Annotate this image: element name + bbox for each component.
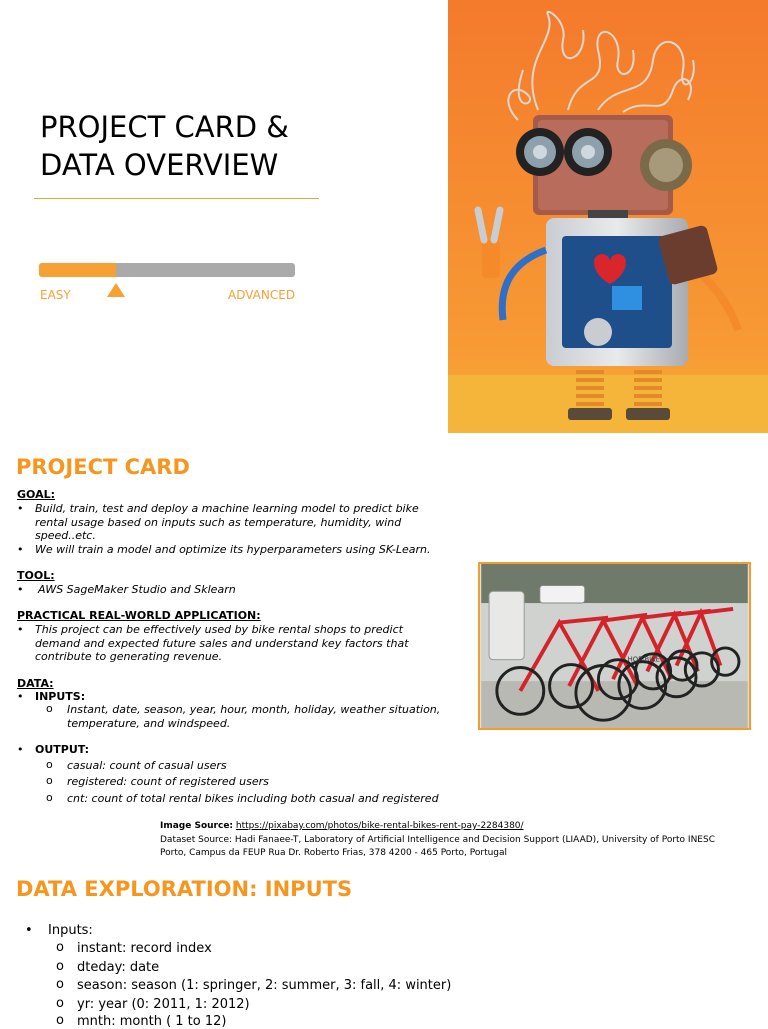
input-item-mnth: mnth: month ( 1 to 12)	[77, 1014, 227, 1029]
circle-bullet-icon: o	[56, 940, 64, 955]
image-source-link[interactable]: https://pixabay.com/photos/bike-rental-bikes-rent-pay-2284380/	[235, 821, 524, 831]
output-item-1: casual: count of casual users	[67, 759, 227, 772]
bike-rental-photo	[478, 562, 751, 730]
title-line-1: PROJECT CARD &	[40, 110, 289, 144]
output-label: OUTPUT:	[35, 743, 90, 756]
project-card-heading: PROJECT CARD	[16, 455, 190, 479]
input-item-instant: instant: record index	[77, 941, 212, 956]
input-item-dteday: dteday: date	[77, 960, 160, 975]
tool-item: AWS SageMaker Studio and Sklearn	[38, 583, 236, 596]
circle-bullet-icon: o	[56, 1013, 64, 1028]
goal-item-1: Build, train, test and deploy a machine learning model to predict bike rental usage based on inputs such as temperature, humidity, wind speed..etc.	[35, 502, 419, 542]
dataset-source: Dataset Source: Hadi Fanaee-T, Laboratory of Artificial Intelligence and Decision Support (LIAAD), University of Porto INESC Porto, Campus da FEUP Rua Dr. Roberto Frias, 378 4200 - 465 Porto, Portugal	[160, 835, 715, 858]
advanced-label: ADVANCED	[228, 288, 296, 302]
image-source-line	[160, 820, 760, 833]
robot-photo	[448, 0, 768, 433]
bullet-icon: •	[17, 690, 24, 703]
image-source-label: Image Source:	[160, 821, 234, 831]
inputs-heading: Inputs:	[48, 923, 93, 938]
difficulty-marker-icon	[107, 283, 125, 297]
circle-bullet-icon: o	[46, 774, 53, 787]
output-item-2: registered: count of registered users	[67, 775, 269, 788]
circle-bullet-icon: o	[46, 791, 53, 804]
data-label: DATA:	[17, 677, 54, 690]
difficulty-bar	[39, 263, 295, 277]
bullet-icon: •	[17, 743, 24, 756]
input-item-yr: yr: year (0: 2011, 1: 2012)	[77, 997, 250, 1012]
circle-bullet-icon: o	[56, 977, 64, 992]
bullet-icon: •	[17, 502, 24, 515]
circle-bullet-icon: o	[46, 702, 53, 715]
bike-station-text: HOP·BIKE	[627, 655, 660, 664]
tool-label: TOOL:	[17, 569, 55, 582]
goal-label: GOAL:	[17, 488, 56, 501]
data-exploration-heading: DATA EXPLORATION: INPUTS	[16, 877, 353, 901]
bullet-icon: •	[25, 923, 33, 938]
output-item-3: cnt: count of total rental bikes including both casual and registered	[67, 792, 439, 805]
goal-item-2: We will train a model and optimize its hyperparameters using SK-Learn.	[35, 543, 431, 556]
inputs-label: INPUTS:	[35, 690, 86, 703]
circle-bullet-icon: o	[56, 959, 64, 974]
circle-bullet-icon: o	[46, 758, 53, 771]
application-label: PRACTICAL REAL-WORLD APPLICATION:	[17, 609, 261, 622]
title-divider	[34, 198, 319, 199]
circle-bullet-icon: o	[56, 996, 64, 1011]
bullet-icon: •	[17, 543, 24, 556]
page-title	[40, 108, 420, 184]
difficulty-fill	[39, 263, 116, 277]
easy-label: EASY	[40, 288, 71, 302]
application-item: This project can be effectively used by bike rental shops to predict demand and expected future sales and understand key factors that contribute to generating revenue.	[35, 623, 409, 663]
bullet-icon: •	[17, 623, 24, 636]
input-item-season: season: season (1: springer, 2: summer, 3: fall, 4: winter)	[77, 978, 452, 993]
inputs-description: Instant, date, season, year, hour, month, holiday, weather situation, temperature, and windspeed.	[67, 703, 441, 730]
title-line-2: DATA OVERVIEW	[40, 148, 279, 182]
bullet-icon: •	[17, 583, 24, 596]
